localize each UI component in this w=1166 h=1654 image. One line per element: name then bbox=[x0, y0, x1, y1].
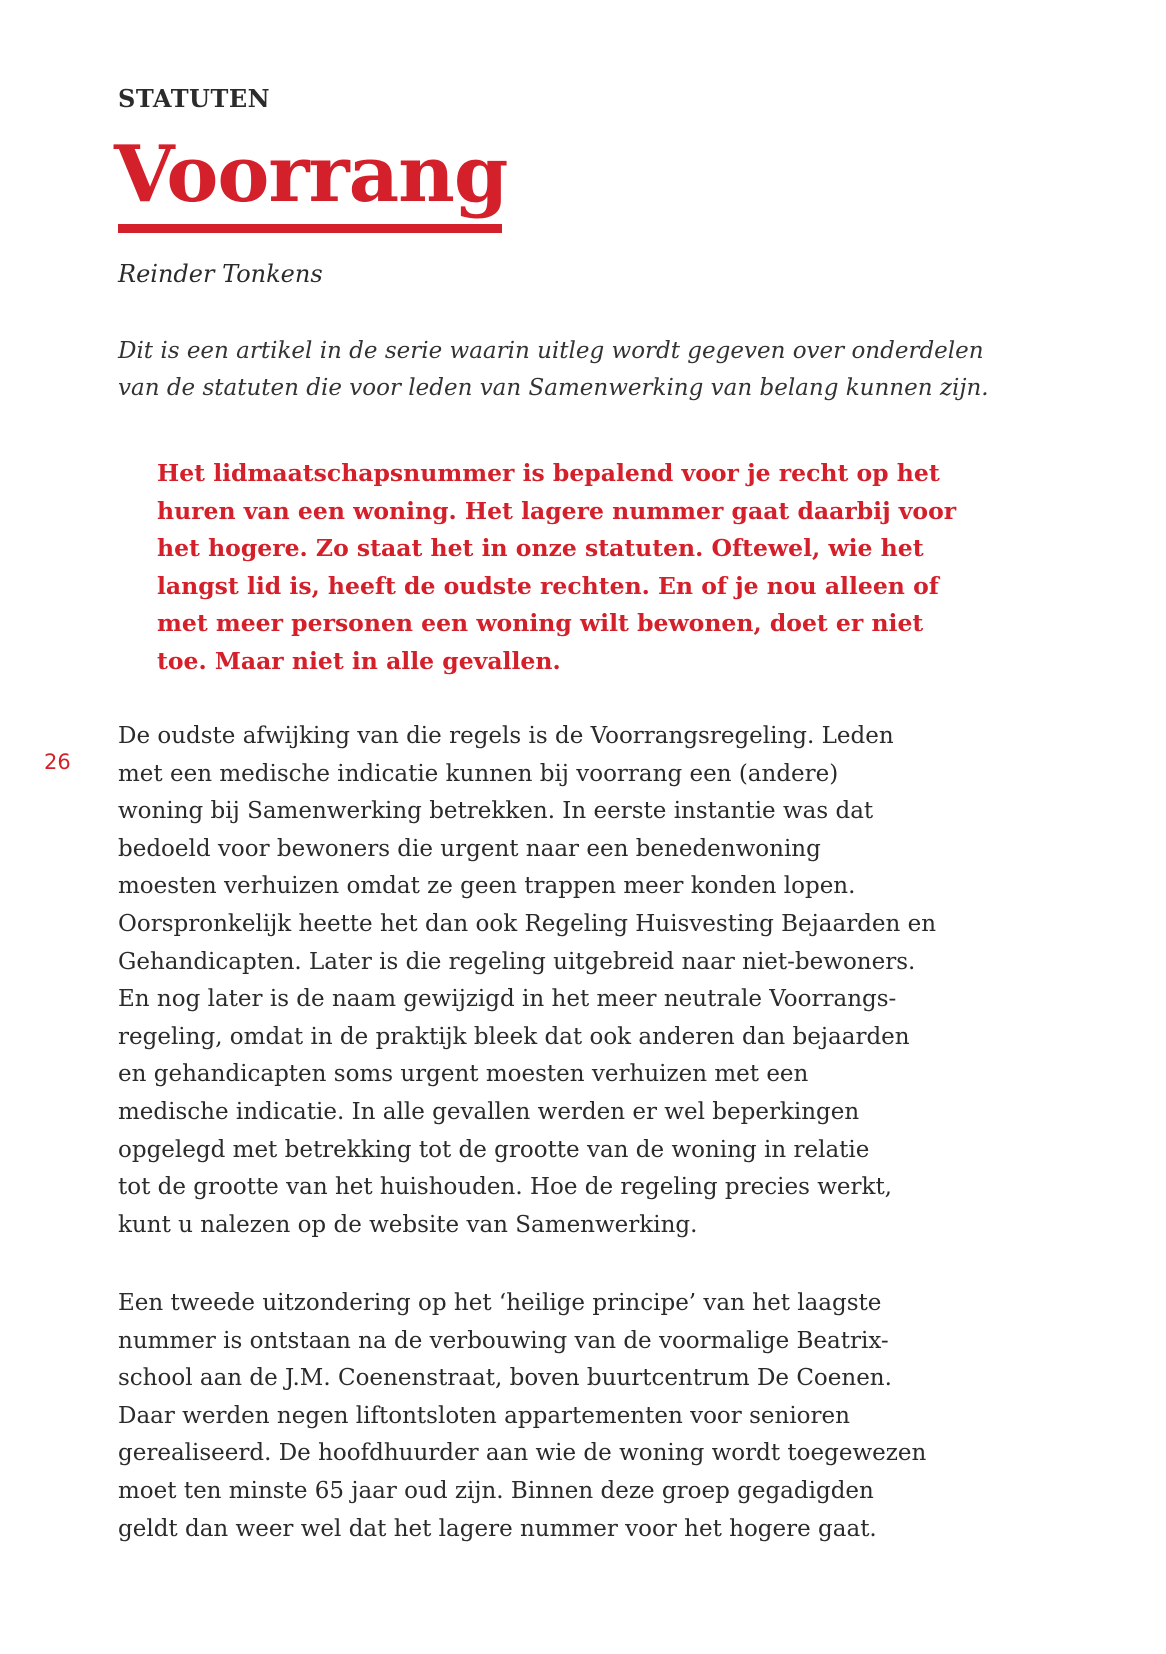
intro-line: van de statuten die voor leden van Samenwerking van belang kunnen zijn. bbox=[118, 375, 989, 401]
body-line: bedoeld voor bewoners die urgent naar een benedenwoning bbox=[118, 835, 821, 862]
article-title: Voorrang bbox=[114, 129, 508, 220]
body-line: regeling, omdat in de praktijk bleek dat ook anderen dan bejaarden bbox=[118, 1023, 910, 1050]
body-line: moet ten minste 65 jaar oud zijn. Binnen deze groep gegadigden bbox=[118, 1477, 874, 1504]
lead-line: met meer personen een woning wilt bewonen, doet er niet bbox=[157, 609, 924, 637]
lead-line: toe. Maar niet in alle gevallen. bbox=[157, 646, 561, 675]
body-line: moesten verhuizen omdat ze geen trappen meer konden lopen. bbox=[118, 873, 856, 900]
body-line: en gehandicapten soms urgent moesten verhuizen met een bbox=[118, 1061, 809, 1088]
lead-line: het hogere. Zo staat het in onze statuten. Oftewel, wie het bbox=[157, 534, 924, 562]
section-label: STATUTEN bbox=[118, 84, 271, 113]
body-line: nummer is ontstaan na de verbouwing van de voormalige Beatrix- bbox=[118, 1327, 889, 1354]
article-intro bbox=[118, 333, 1018, 407]
body-line: gerealiseerd. De hoofdhuurder aan wie de woning wordt toegewezen bbox=[118, 1440, 927, 1467]
body-line: geldt dan weer wel dat het lagere nummer voor het hogere gaat. bbox=[118, 1515, 877, 1542]
body-line: medische indicatie. In alle gevallen werden er wel beperkingen bbox=[118, 1098, 860, 1125]
body-paragraph-2 bbox=[118, 1285, 1018, 1548]
body-line: kunt u nalezen op de website van Samenwerking. bbox=[118, 1211, 698, 1238]
body-paragraph-1 bbox=[118, 718, 1018, 1244]
body-line: woning bij Samenwerking betrekken. In eerste instantie was dat bbox=[118, 798, 874, 825]
article-author: Reinder Tonkens bbox=[118, 260, 323, 288]
body-line: En nog later is de naam gewijzigd in het meer neutrale Voorrangs- bbox=[118, 986, 897, 1013]
title-underline-rule bbox=[118, 224, 502, 233]
body-line: opgelegd met betrekking tot de grootte van de woning in relatie bbox=[118, 1136, 870, 1163]
body-line: tot de grootte van het huishouden. Hoe de regeling precies werkt, bbox=[118, 1174, 892, 1201]
body-line: Oorspronkelijk heette het dan ook Regeling Huisvesting Bejaarden en bbox=[118, 910, 937, 937]
body-line: Gehandicapten. Later is die regeling uitgebreid naar niet-bewoners. bbox=[118, 948, 916, 975]
body-line: met een medische indicatie kunnen bij voorrang een (andere) bbox=[118, 760, 839, 787]
body-line: Daar werden negen liftontsloten appartementen voor senioren bbox=[118, 1402, 850, 1429]
intro-line: Dit is een artikel in de serie waarin uitleg wordt gegeven over onderdelen bbox=[118, 338, 984, 364]
article-lead-quote bbox=[157, 455, 1017, 680]
body-line: school aan de J.M. Coenenstraat, boven buurtcentrum De Coenen. bbox=[118, 1365, 892, 1392]
lead-line: Het lidmaatschapsnummer is bepalend voor je recht op het bbox=[157, 459, 940, 487]
body-line: Een tweede uitzondering op het ‘heilige principe’ van het laagste bbox=[118, 1290, 882, 1316]
body-line: De oudste afwijking van die regels is de Voorrangsregeling. Leden bbox=[118, 723, 894, 749]
lead-line: huren van een woning. Het lagere nummer gaat daarbij voor bbox=[157, 496, 957, 525]
lead-line: langst lid is, heeft de oudste rechten. En of je nou alleen of bbox=[157, 571, 939, 600]
page-number: 26 bbox=[44, 750, 71, 774]
